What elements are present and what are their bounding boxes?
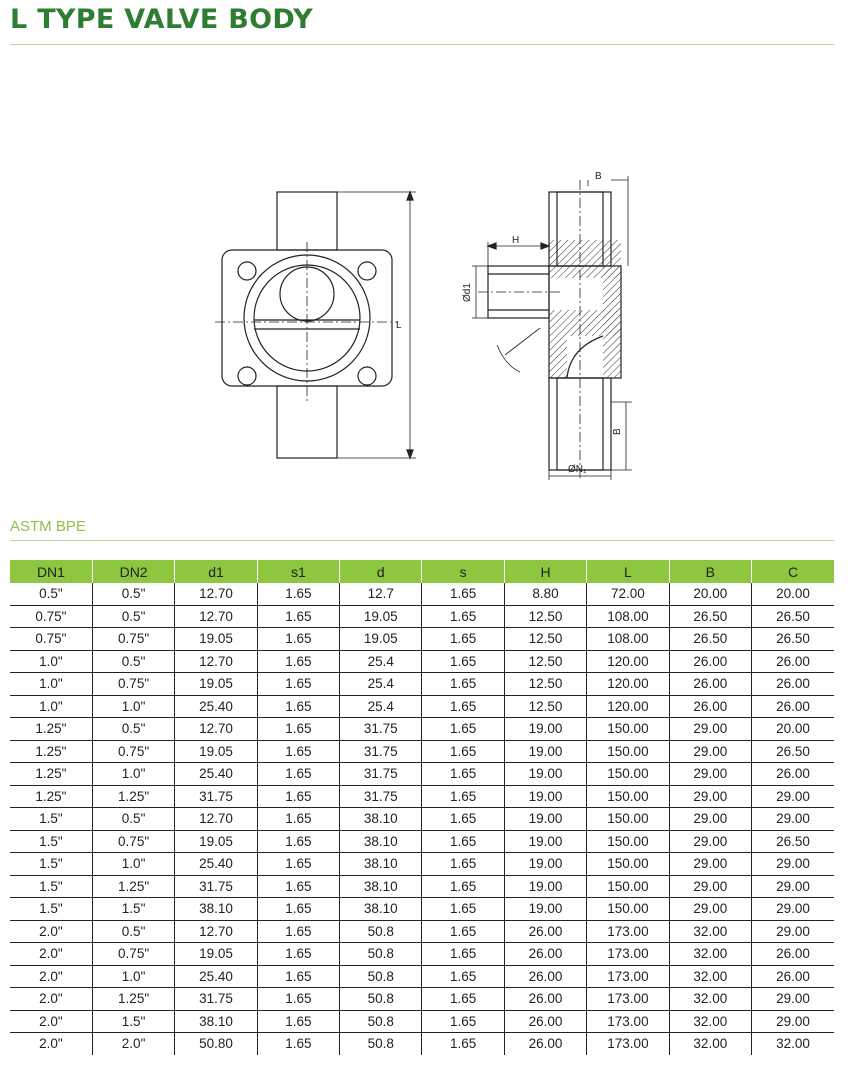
table-cell: 20.00 <box>669 583 751 605</box>
table-cell: 32.00 <box>669 965 751 988</box>
table-cell: 29.00 <box>752 1010 834 1033</box>
table-cell: 38.10 <box>340 853 422 876</box>
table-cell: 1.65 <box>422 830 504 853</box>
table-cell: 26.00 <box>504 988 586 1011</box>
column-header: DN1 <box>10 560 92 583</box>
table-cell: 26.00 <box>752 965 834 988</box>
table-cell: 150.00 <box>587 875 669 898</box>
table-cell: 29.00 <box>669 808 751 831</box>
table-cell: 1.5" <box>10 898 92 921</box>
table-cell: 1.65 <box>257 763 339 786</box>
table-cell: 26.50 <box>669 605 751 628</box>
table-cell: 0.5" <box>92 718 174 741</box>
table-cell: 0.75" <box>10 605 92 628</box>
table-cell: 1.65 <box>257 853 339 876</box>
table-cell: 108.00 <box>587 628 669 651</box>
table-cell: 12.70 <box>175 605 257 628</box>
table-cell: 1.65 <box>257 605 339 628</box>
table-cell: 1.65 <box>257 808 339 831</box>
title-divider <box>10 44 834 45</box>
table-cell: 150.00 <box>587 898 669 921</box>
table-cell: 12.70 <box>175 718 257 741</box>
table-cell: 38.10 <box>340 830 422 853</box>
table-cell: 1.25" <box>10 740 92 763</box>
front-view <box>215 192 416 458</box>
table-cell: 29.00 <box>669 830 751 853</box>
table-cell: 1.25" <box>10 763 92 786</box>
table-cell: 1.65 <box>422 673 504 696</box>
table-cell: 2.0" <box>10 965 92 988</box>
table-cell: 1.65 <box>257 740 339 763</box>
table-cell: 1.65 <box>422 763 504 786</box>
table-cell: 1.0" <box>10 695 92 718</box>
table-cell: 26.00 <box>504 1033 586 1055</box>
section-divider <box>10 540 834 541</box>
table-cell: 25.40 <box>175 763 257 786</box>
table-cell: 1.65 <box>422 695 504 718</box>
table-cell: 1.65 <box>257 718 339 741</box>
table-cell: 1.65 <box>422 1033 504 1055</box>
table-cell: 26.00 <box>752 650 834 673</box>
table-cell: 19.05 <box>175 830 257 853</box>
table-cell: 19.05 <box>175 628 257 651</box>
table-row <box>10 898 834 921</box>
table-cell: 19.00 <box>504 808 586 831</box>
table-cell: 32.00 <box>669 920 751 943</box>
table-cell: 50.8 <box>340 965 422 988</box>
table-cell: 1.25" <box>92 785 174 808</box>
table-cell: 38.10 <box>340 808 422 831</box>
table-cell: 2.0" <box>10 920 92 943</box>
table-cell: 25.40 <box>175 695 257 718</box>
table-cell: 1.65 <box>257 943 339 966</box>
table-cell: 19.05 <box>175 943 257 966</box>
table-cell: 19.00 <box>504 785 586 808</box>
table-cell: 38.10 <box>175 1010 257 1033</box>
table-cell: 1.65 <box>422 1010 504 1033</box>
table-cell: 12.70 <box>175 650 257 673</box>
table-cell: 1.0" <box>92 853 174 876</box>
table-cell: 150.00 <box>587 853 669 876</box>
table-cell: 1.65 <box>422 650 504 673</box>
table-cell: 26.00 <box>669 650 751 673</box>
section-label: ASTM BPE <box>10 518 86 535</box>
table-cell: 38.10 <box>340 875 422 898</box>
table-cell: 0.75" <box>10 628 92 651</box>
table-cell: 1.65 <box>422 853 504 876</box>
table-cell: 1.65 <box>422 965 504 988</box>
table-cell: 32.00 <box>669 1010 751 1033</box>
table-cell: 1.25" <box>10 718 92 741</box>
table-cell: 1.65 <box>257 920 339 943</box>
table-cell: 29.00 <box>669 763 751 786</box>
table-cell: 1.65 <box>422 808 504 831</box>
table-cell: 1.65 <box>422 785 504 808</box>
table-cell: 1.0" <box>92 763 174 786</box>
table-cell: 29.00 <box>669 718 751 741</box>
table-cell: 25.4 <box>340 673 422 696</box>
table-cell: 50.8 <box>340 988 422 1011</box>
table-row <box>10 605 834 628</box>
table-cell: 19.05 <box>175 740 257 763</box>
table-cell: 50.8 <box>340 943 422 966</box>
table-row <box>10 920 834 943</box>
table-row <box>10 695 834 718</box>
table-cell: 31.75 <box>175 988 257 1011</box>
table-cell: 25.40 <box>175 853 257 876</box>
table-cell: 8.80 <box>504 583 586 605</box>
table-row <box>10 988 834 1011</box>
table-cell: 19.00 <box>504 763 586 786</box>
table-cell: 1.65 <box>257 875 339 898</box>
table-cell: 50.80 <box>175 1033 257 1055</box>
table-cell: 20.00 <box>752 583 834 605</box>
table-cell: 32.00 <box>669 988 751 1011</box>
table-cell: 1.65 <box>257 1033 339 1055</box>
column-header: d1 <box>175 560 257 583</box>
table-cell: 26.50 <box>669 628 751 651</box>
table-row <box>10 853 834 876</box>
table-cell: 150.00 <box>587 763 669 786</box>
table-cell: 12.70 <box>175 808 257 831</box>
table-cell: 29.00 <box>752 853 834 876</box>
table-cell: 173.00 <box>587 988 669 1011</box>
table-cell: 1.25" <box>92 988 174 1011</box>
table-cell: 108.00 <box>587 605 669 628</box>
table-cell: 173.00 <box>587 943 669 966</box>
table-cell: 19.05 <box>340 605 422 628</box>
table-row <box>10 830 834 853</box>
table-cell: 32.00 <box>669 1033 751 1055</box>
table-cell: 26.00 <box>752 673 834 696</box>
column-header: L <box>587 560 669 583</box>
table-cell: 31.75 <box>340 740 422 763</box>
table-cell: 2.0" <box>10 1033 92 1055</box>
table-cell: 1.65 <box>422 583 504 605</box>
table-cell: 19.05 <box>175 673 257 696</box>
table-cell: 1.0" <box>10 650 92 673</box>
table-cell: 1.0" <box>92 695 174 718</box>
table-cell: 19.00 <box>504 898 586 921</box>
table-cell: 1.5" <box>10 875 92 898</box>
table-cell: 29.00 <box>752 808 834 831</box>
table-cell: 1.65 <box>257 628 339 651</box>
table-cell: 0.5" <box>92 920 174 943</box>
table-cell: 19.00 <box>504 740 586 763</box>
column-header: B <box>669 560 751 583</box>
table-cell: 29.00 <box>752 988 834 1011</box>
table-cell: 1.65 <box>257 673 339 696</box>
table-cell: 72.00 <box>587 583 669 605</box>
table-cell: 29.00 <box>752 785 834 808</box>
table-cell: 12.50 <box>504 695 586 718</box>
table-cell: 31.75 <box>175 785 257 808</box>
table-row <box>10 965 834 988</box>
table-cell: 26.00 <box>669 673 751 696</box>
table-cell: 50.8 <box>340 1010 422 1033</box>
table-cell: 29.00 <box>669 785 751 808</box>
table-cell: 1.65 <box>257 898 339 921</box>
table-cell: 1.25" <box>10 785 92 808</box>
table-cell: 1.5" <box>10 808 92 831</box>
table-cell: 2.0" <box>10 943 92 966</box>
table-cell: 150.00 <box>587 718 669 741</box>
table-cell: 150.00 <box>587 785 669 808</box>
table-cell: 1.65 <box>422 718 504 741</box>
page-title: L TYPE VALVE BODY <box>10 4 314 35</box>
table-cell: 120.00 <box>587 650 669 673</box>
table-cell: 26.50 <box>752 740 834 763</box>
column-header: DN2 <box>92 560 174 583</box>
table-cell: 1.0" <box>10 673 92 696</box>
table-cell: 29.00 <box>669 740 751 763</box>
table-cell: 38.10 <box>175 898 257 921</box>
table-row <box>10 943 834 966</box>
table-cell: 26.50 <box>752 605 834 628</box>
table-cell: 12.70 <box>175 583 257 605</box>
table-cell: 1.65 <box>422 920 504 943</box>
table-cell: 25.4 <box>340 650 422 673</box>
table-cell: 12.50 <box>504 650 586 673</box>
table-cell: 29.00 <box>669 898 751 921</box>
table-cell: 32.00 <box>776 1036 810 1052</box>
table-cell: 19.00 <box>504 853 586 876</box>
table-cell: 12.70 <box>175 920 257 943</box>
table-cell: 0.75" <box>92 673 174 696</box>
column-header: H <box>504 560 586 583</box>
table-row <box>10 1033 834 1055</box>
table-cell: 29.00 <box>669 875 751 898</box>
table-cell: 26.00 <box>504 920 586 943</box>
table-cell: 26.50 <box>752 830 834 853</box>
table-cell: 0.75" <box>92 943 174 966</box>
table-cell: 19.00 <box>504 875 586 898</box>
table-row <box>10 875 834 898</box>
table-cell: 20.00 <box>752 718 834 741</box>
table-row <box>10 740 834 763</box>
table-cell: 26.00 <box>752 943 834 966</box>
table-cell: 1.65 <box>422 605 504 628</box>
table-cell: 19.00 <box>504 830 586 853</box>
table-cell: 1.65 <box>422 740 504 763</box>
table-row <box>10 808 834 831</box>
table-cell: 31.75 <box>340 718 422 741</box>
table-cell: 1.65 <box>422 943 504 966</box>
table-cell: 26.00 <box>752 763 834 786</box>
table-cell: 1.5" <box>92 898 174 921</box>
dim-label-dn: ØN₁ <box>568 464 587 475</box>
column-header: C <box>752 560 834 583</box>
table-cell: 1.65 <box>257 583 339 605</box>
table-row <box>10 718 834 741</box>
table-cell: 0.5" <box>92 808 174 831</box>
valve-body-drawing <box>0 150 850 490</box>
table-cell: 0.75" <box>92 628 174 651</box>
table-cell: 2.0" <box>10 988 92 1011</box>
table-cell: 29.00 <box>752 920 834 943</box>
table-cell: 26.00 <box>669 695 751 718</box>
table-cell: 173.00 <box>587 965 669 988</box>
table-cell: 173.00 <box>587 1010 669 1033</box>
table-cell: 50.8 <box>340 1033 422 1055</box>
table-cell: 1.65 <box>257 965 339 988</box>
table-cell: 1.65 <box>422 898 504 921</box>
table-cell: 29.00 <box>669 853 751 876</box>
table-cell: 31.75 <box>340 785 422 808</box>
table-cell: 1.65 <box>257 988 339 1011</box>
table-cell: 0.5" <box>92 583 174 605</box>
table-cell: 29.00 <box>752 898 834 921</box>
column-header: d <box>340 560 422 583</box>
column-header: s <box>422 560 504 583</box>
dim-label-l: L <box>396 320 402 331</box>
table-cell: 0.5" <box>10 583 92 605</box>
table-row <box>10 650 834 673</box>
table-row <box>10 785 834 808</box>
table-cell: 173.00 <box>587 920 669 943</box>
table-cell: 1.5" <box>10 853 92 876</box>
table-cell: 1.65 <box>422 988 504 1011</box>
table-cell: 26.00 <box>504 943 586 966</box>
table-cell: 26.00 <box>504 1010 586 1033</box>
dim-label-b-top: B <box>595 171 602 182</box>
table-cell: 1.5" <box>92 1010 174 1033</box>
table-cell: 1.65 <box>257 785 339 808</box>
table-row <box>10 628 834 651</box>
table-cell: 26.00 <box>752 695 834 718</box>
table-cell: 25.40 <box>175 965 257 988</box>
table-cell: 38.10 <box>340 898 422 921</box>
dim-label-b-bottom: B <box>612 428 623 435</box>
table-cell: 12.7 <box>340 583 422 605</box>
table-cell: 1.65 <box>422 875 504 898</box>
table-row <box>10 583 834 605</box>
table-cell: 120.00 <box>587 673 669 696</box>
table-cell: 1.5" <box>10 830 92 853</box>
table-row <box>10 763 834 786</box>
table-cell: 29.00 <box>752 875 834 898</box>
table-row <box>10 673 834 696</box>
table-cell: 150.00 <box>587 808 669 831</box>
table-cell: 2.0" <box>10 1010 92 1033</box>
table-cell: 0.75" <box>92 740 174 763</box>
table-cell: 31.75 <box>175 875 257 898</box>
table-cell: 12.50 <box>504 605 586 628</box>
table-cell: 12.50 <box>504 673 586 696</box>
table-cell: 1.65 <box>257 830 339 853</box>
table-cell: 26.50 <box>752 628 834 651</box>
table-cell: 0.75" <box>92 830 174 853</box>
table-cell: 26.00 <box>504 965 586 988</box>
table-cell: 1.65 <box>257 695 339 718</box>
table-cell: 173.00 <box>587 1033 669 1055</box>
table-cell: 32.00 <box>669 943 751 966</box>
table-cell: 1.65 <box>422 628 504 651</box>
spec-table <box>10 560 834 1055</box>
table-cell: 2.0" <box>92 1033 174 1055</box>
table-cell: 1.65 <box>257 650 339 673</box>
table-cell: 120.00 <box>587 695 669 718</box>
table-cell: 12.50 <box>504 628 586 651</box>
table-cell: 1.65 <box>257 1010 339 1033</box>
table-body <box>10 583 834 1055</box>
table-row <box>10 1010 834 1033</box>
side-view <box>472 176 632 480</box>
table-cell: 19.00 <box>504 718 586 741</box>
column-header: s1 <box>257 560 339 583</box>
table-cell: 150.00 <box>587 830 669 853</box>
table-cell: 0.5" <box>92 650 174 673</box>
table-cell: 19.05 <box>340 628 422 651</box>
table-cell: 50.8 <box>340 920 422 943</box>
table-cell: 31.75 <box>340 763 422 786</box>
table-cell: 0.5" <box>92 605 174 628</box>
table-header-row <box>10 560 834 583</box>
table-cell: 150.00 <box>587 740 669 763</box>
dim-label-d1: Ød1 <box>462 283 473 302</box>
table-cell: 1.0" <box>92 965 174 988</box>
table-cell: 1.25" <box>92 875 174 898</box>
dim-label-h: H <box>512 235 520 246</box>
table-cell: 25.4 <box>340 695 422 718</box>
